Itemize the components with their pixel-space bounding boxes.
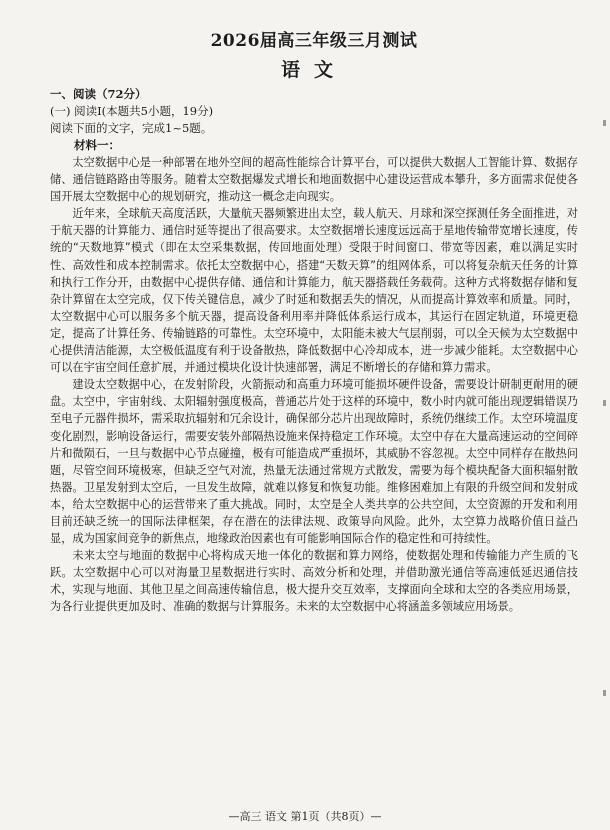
binding-mark [603, 690, 606, 696]
page-footer: —高三 语文 第1页（共8页）— [228, 810, 382, 823]
material-label: 材料一： [74, 138, 120, 152]
paragraph-4: 未来太空与地面的数据中心将构成天地一体化的数据和算力网络，使数据处理和传输能力产生质的飞跃。太空数据中心可以对海量卫星数据进行实时、高效分析和处理，并借助激光通信等高速低延迟通信技术，实现与地面、其他卫星之间高速传输信息，极大提升交互效率，支撑面向全球和太空的各类应用场景，为各行业提供更加及时、准确的数据与计算服务。未来的太空数据中心将涵盖多领域应用场景。 [50, 549, 578, 614]
sub-section-heading: (一) 阅读Ⅰ(本题共5小题，19分) [50, 104, 214, 118]
paragraph-3: 建设太空数据中心，在发射阶段，火箭振动和高重力环境可能损坏硬件设备，需要设计研制更耐用的硬盘。太空中，宇宙射线、太阳辐射强度极高，普通芯片处于这样的环境中，数小时内就可能出现逻辑错误乃至电子元器件损坏，需采取抗辐射和冗余设计，确保部分芯片出现故障时，系统仍继续工作。太空环境温度变化剧烈，影响设备运行，需要安装外部隔热设施来保持稳定工作环境。太空中存在大量高速运动的空间碎片和微陨石，一旦与数据中心节点碰撞，极有可能造成严重损坏，其威胁不容忽视。太空中同样存在散热问题，尽管空间环境极寒，但缺乏空气对流，热量无法通过常规方式散发，需要为每个模块配备大面积辐射散热器。卫星发射到太空后，一旦发生故障，就难以修复和恢复功能。维修困难加上有限的升级空间和发射成本，给太空数据中心的运营带来了重大挑战。同时，太空是全人类共享的公共空间，太空资源的开发和利用目前还缺乏统一的国际法律框架，存在潜在的法律法规、政策导向风险。此外，太空算力战略价值日益凸显，成为国家间竞争的新焦点，地缘政治因素也有可能影响国际合作的稳定性和可持续性。 [50, 378, 578, 546]
paragraph-1: 太空数据中心是一种部署在地外空间的超高性能综合计算平台，可以提供大数据人工智能计算、数据存储、通信链路路由等服务。随着太空数据爆发式增长和地面数据中心建设运营成本攀升，多方面需求促使各国开展太空数据中心的规划研究，推动这一概念走向现实。 [50, 156, 578, 204]
exam-title: 2026届高三年级三月测试 [210, 31, 418, 51]
subject-title: 语文 [280, 59, 347, 81]
instruction-text: 阅读下面的文字，完成1~5题。 [50, 121, 213, 135]
binding-mark [603, 400, 606, 406]
binding-mark [603, 120, 606, 126]
paragraph-2: 近年来，全球航天高度活跃，大量航天器频繁进出太空，载人航天、月球和深空探测任务全面推进，对于航天器的计算能力、通信时延等提出了很高要求。太空数据增长速度远远高于星地传输带宽增长速度，传统的“天数地算”模式（即在太空采集数据，传回地面处理）受限于时间窗口、带宽等因素，难以满足实时性、高效性和成本控制需求。依托太空数据中心，搭建“天数天算”的组网体系，可以将复杂航天任务的计算和执行工作分开，由数据中心提供存储、通信和计算能力，航天器搭载任务载荷。这种方式将数据存储和复杂计算留在太空完成，仅下传关键信息，减少了时延和数据丢失的情况，从而提高计算效率和质量。同时，太空数据中心可以服务多个航天器，提高设备利用率并降低体系运行成本，其运行在固定轨道，环境更稳定，提高了计算任务、传输链路的可靠性。太空环境中，太阳能未被大气层削弱，可以全天候为太空数据中心提供清洁能源，太空极低温度有利于设备散热，降低数据中心冷却成本，进一步减少能耗。太空数据中心可以在宇宙空间任意扩展，并通过模块化设计快速部署，满足不断增长的存储和算力需求。 [50, 207, 578, 375]
section-heading: 一、阅读（72分） [50, 87, 147, 101]
